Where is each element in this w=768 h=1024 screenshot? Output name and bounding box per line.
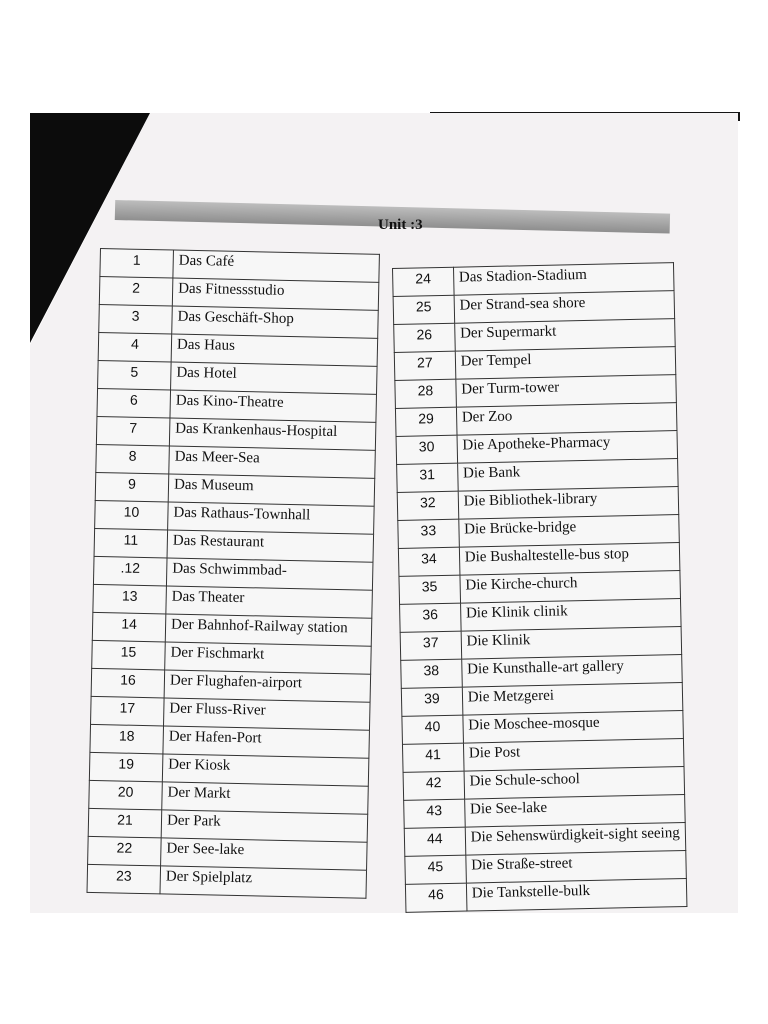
vocabulary-word: Der Spielplatz (160, 866, 367, 898)
row-number: 42 (403, 771, 464, 800)
vocabulary-table-right (392, 262, 687, 913)
vocabulary-word: Der Flughafen-airport (164, 670, 371, 702)
row-number: 13 (93, 584, 167, 614)
vocabulary-word: Die Tankstelle-bulk (466, 878, 687, 911)
row-number: 46 (405, 883, 466, 912)
vocabulary-word: Das Meer-Sea (169, 446, 376, 478)
vocabulary-word: Die Klinik (461, 627, 682, 660)
row-number: 14 (92, 612, 166, 642)
row-number: 23 (87, 864, 161, 894)
row-number: 44 (404, 827, 465, 856)
vocabulary-word: Das Rathaus-Townhall (168, 502, 375, 534)
row-number: 28 (395, 379, 456, 408)
row-number: 24 (393, 267, 454, 296)
row-number: 37 (400, 631, 461, 660)
vocabulary-word: Das Café (173, 250, 380, 282)
vocabulary-table-right-body (393, 263, 687, 913)
row-number: 29 (395, 407, 456, 436)
row-number: 15 (92, 640, 166, 670)
row-number: 20 (89, 780, 163, 810)
vocabulary-word: Das Museum (168, 474, 375, 506)
vocabulary-word: Das Krankenhaus-Hospital (169, 418, 376, 450)
vocabulary-word: Das Schwimmbad- (166, 558, 373, 590)
vocabulary-word: Das Stadion-Stadium (453, 263, 674, 296)
vocabulary-word: Das Kino-Theatre (170, 390, 377, 422)
row-number: 41 (402, 743, 463, 772)
vocabulary-word: Der Bahnhof-Railway station (165, 614, 372, 646)
row-number: 38 (401, 659, 462, 688)
vocabulary-word: Die Klinik clinik (460, 599, 681, 632)
vocabulary-table-left-body (87, 249, 379, 899)
vocabulary-word: Der Zoo (456, 403, 677, 436)
vocabulary-word: Der Hafen-Port (163, 726, 370, 758)
table-row (87, 864, 367, 898)
row-number: 33 (398, 519, 459, 548)
row-number: 39 (401, 687, 462, 716)
row-number: 19 (89, 752, 163, 782)
unit-title: Unit :3 (378, 217, 423, 233)
vocabulary-word: Der Strand-sea shore (454, 291, 675, 324)
row-number: 7 (96, 416, 170, 446)
vocabulary-word: Die Bank (457, 459, 678, 492)
row-number: 9 (95, 472, 169, 502)
row-number: 40 (402, 715, 463, 744)
vocabulary-word: Die Post (463, 739, 684, 772)
row-number: 17 (91, 696, 165, 726)
vocabulary-word: Die See-lake (464, 794, 685, 827)
vocabulary-word: Die Brücke-bridge (459, 515, 680, 548)
row-number: 32 (397, 491, 458, 520)
vocabulary-word: Der Park (161, 810, 368, 842)
vocabulary-word: Das Geschäft-Shop (172, 306, 379, 338)
vocabulary-word: Der Kiosk (162, 754, 369, 786)
vocabulary-word: Die Moschee-mosque (463, 711, 684, 744)
vocabulary-word: Das Theater (166, 586, 373, 618)
row-number: .12 (93, 556, 167, 586)
row-number: 8 (96, 444, 170, 474)
vocabulary-table-left (86, 248, 379, 899)
row-number: 30 (396, 435, 457, 464)
vocabulary-word: Der See-lake (161, 838, 368, 870)
row-number: 25 (393, 295, 454, 324)
vocabulary-word: Der Tempel (455, 347, 676, 380)
row-number: 27 (394, 351, 455, 380)
row-number: 45 (405, 855, 466, 884)
row-number: 16 (91, 668, 165, 698)
row-number: 3 (99, 304, 173, 334)
vocabulary-word: Die Kirche-church (460, 571, 681, 604)
row-number: 10 (95, 500, 169, 530)
row-number: 11 (94, 528, 168, 558)
vocabulary-word: Der Fischmarkt (165, 642, 372, 674)
vocabulary-word: Das Hotel (171, 362, 378, 394)
row-number: 6 (97, 388, 171, 418)
vocabulary-word: Das Restaurant (167, 530, 374, 562)
row-number: 5 (98, 360, 172, 390)
vocabulary-word: Der Fluss-River (164, 698, 371, 730)
table-row (405, 878, 687, 912)
vocabulary-word: Die Sehenswürdigkeit-sight seeing (465, 822, 686, 855)
row-number: 1 (100, 249, 174, 279)
row-number: 36 (400, 603, 461, 632)
vocabulary-word: Die Bibliothek-library (458, 487, 679, 520)
row-number: 34 (398, 547, 459, 576)
vocabulary-word: Die Schule-school (464, 766, 685, 799)
vocabulary-word: Die Straße-street (466, 850, 687, 883)
row-number: 4 (98, 332, 172, 362)
vocabulary-word: Der Markt (162, 782, 369, 814)
vocabulary-word: Die Kunsthalle-art gallery (461, 655, 682, 688)
vocabulary-word: Der Supermarkt (454, 319, 675, 352)
vocabulary-word: Die Apotheke-Pharmacy (457, 431, 678, 464)
vocabulary-word: Die Bushaltestelle-bus stop (459, 543, 680, 576)
row-number: 2 (99, 277, 173, 307)
row-number: 18 (90, 724, 164, 754)
row-number: 22 (88, 836, 162, 866)
row-number: 31 (397, 463, 458, 492)
vocabulary-word: Das Haus (171, 334, 378, 366)
vocabulary-word: Die Metzgerei (462, 683, 683, 716)
row-number: 26 (394, 323, 455, 352)
row-number: 43 (404, 799, 465, 828)
vocabulary-word: Das Fitnessstudio (172, 278, 379, 310)
row-number: 35 (399, 575, 460, 604)
vocabulary-word: Der Turm-tower (456, 375, 677, 408)
row-number: 21 (88, 808, 162, 838)
